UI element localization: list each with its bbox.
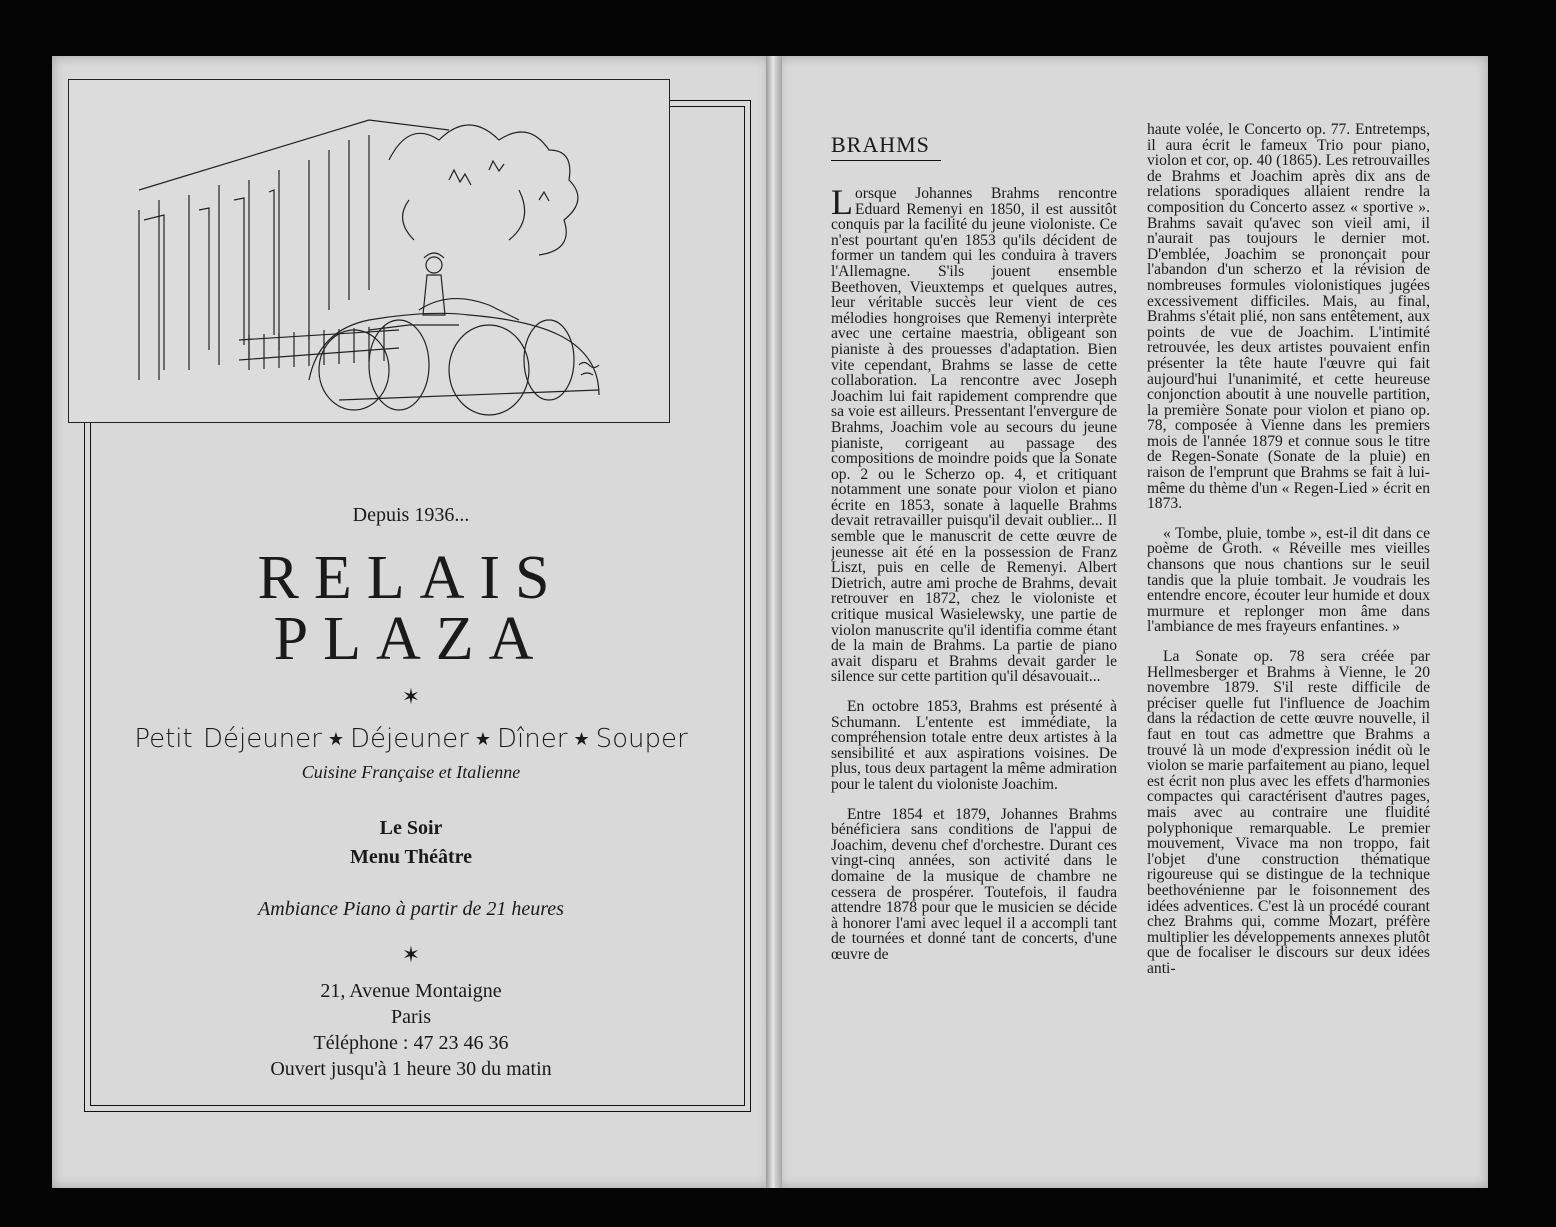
ad-hours-line: Ouvert jusqu'à 1 heure 30 du matin xyxy=(270,1058,552,1080)
ad-evening-line2: Menu Théâtre xyxy=(349,846,473,868)
article-paragraph: La Sonate op. 78 sera créée par Hellmesberger et Brahms à Vienne, le 20 novembre 1879. S'il reste difficile de préciser quelle fut l'influence de Joachim dans la rédaction de cette œuvre nouvelle, il faut en tout cas admettre que Brahms a trouvé là un mode d'expression inédit où le violon se marie parfaitement au piano, lequel est écrit non plus avec les effets d'harmonies compactes qui caractérisent d'autres pages, mais avec au contraire une fluidité polyphonique remarquable. Le premier mouvement, Vivace ma non troppo, fait l'objet d'une construction thématique rigoureuse qui se distingue de la technique beethovénienne par le foisonnement des idées adventices. C'est là un procédé courant chez Brahms qui, comme Mozart, préfère multiplier les développements annexes plutôt que de focaliser le discours sur deux idées anti- xyxy=(1147,648,1430,977)
star-separator-icon: ★ xyxy=(327,729,344,750)
ad-brand-line1: RELAIS xyxy=(257,544,565,612)
article-column-left xyxy=(831,186,1117,1091)
ad-brand-line2: PLAZA xyxy=(273,605,549,673)
ad-address-block xyxy=(52,978,770,1082)
star-separator-icon: ★ xyxy=(573,729,590,750)
article-heading: BRAHMS xyxy=(831,132,941,161)
article-paragraph: Entre 1854 et 1879, Johannes Brahms bénéficiera sans conditions de l'appui de Joachim, devenu chef d'orchestre. Durant ces vingt-cinq années, son activité dans le domaine de la musique de chambre ne cessera de prospérer. Toutefois, il faudra attendre 1878 pour que le musicien se décide à honorer l'ami avec lequel il a accompli tant de tournées et donné tant de concerts, d'une œuvre de xyxy=(831,805,1117,963)
article-column-right xyxy=(1147,122,1430,1090)
ad-cuisine-line: Cuisine Française et Italienne xyxy=(301,762,521,782)
article-paragraph: haute volée, le Concerto op. 77. Entretemps, il aura écrit le fameux Trio pour piano, violon et cor, op. 40 (1865). Les retrouvailles de Brahms et Joachim après dix ans de relations sporadiques allaient rendre la composition du Concerto assez « sportive ». Brahms savait qu'avec son vieil ami, il n'aurait pas toujours le dernier mot. D'emblée, Joachim se prononçait pour l'abandon d'un scherzo et la révision de nombreuses formules violonistiques jugées excessivement difficiles. Mais, au final, Brahms s'était plié, non sans entêtement, aux points de vue de Joachim. L'intimité retrouvée, les deux artistes pouvaient enfin présenter la tête haute l'œuvre qui fait aujourd'hui l'unanimité, et cette heureuse conjonction aboutit à une nouvelle partition, la première Sonate pour violon et piano op. 78, composée à Vienne dans les premiers mois de l'année 1879 et connue sous le titre de Regen-Sonate (Sonate de la pluie) en raison de l'emprunt que Brahms se fait à lui-même du thème d'un « Regen-Lied » écrit en 1873. xyxy=(1147,122,1430,513)
ad-since-line: Depuis 1936... xyxy=(352,504,470,526)
asterisk-ornament-icon: ✶ xyxy=(401,684,421,709)
ad-address-line2: Paris xyxy=(391,1006,431,1028)
asterisk-ornament-icon: ✶ xyxy=(401,942,421,967)
ad-piano-line: Ambiance Piano à partir de 21 heures xyxy=(258,898,564,920)
street-scene-illustration-icon xyxy=(68,79,670,423)
star-separator-icon: ★ xyxy=(474,729,492,750)
ad-evening-line1: Le Soir xyxy=(379,817,443,839)
meal-item: Dîner xyxy=(497,724,568,754)
ad-phone-line: Téléphone : 47 23 46 36 xyxy=(313,1032,509,1054)
drop-cap: L xyxy=(831,186,853,222)
ad-evening-block xyxy=(52,814,770,872)
meal-item: Souper xyxy=(595,724,688,754)
article-paragraph: En octobre 1853, Brahms est présenté à Schumann. L'entente est immédiate, la compréhension totale entre deux artistes à la sensibilité et aux aspirations voisines. De plus, tous deux partagent la même admiration pour le talent du violoniste Joachim. xyxy=(831,698,1117,793)
ad-meals-line xyxy=(52,724,770,754)
article-paragraph: « Tombe, pluie, tombe », est-il dit dans ce poème de Groth. « Réveille mes vieilles chansons que nous chantions sur le seuil tandis que la pluie tombait. Je voudrais les entendre encore, écouter leur humide et doux murmure et replonger mon âme dans l'ambiance de mes frayeurs enfantines. » xyxy=(1147,524,1430,636)
meal-item: Déjeuner xyxy=(349,724,469,754)
paragraph-text: orsque Johannes Brahms rencontre Eduard Remenyi en 1850, il est aussitôt conquis par la facilité du jeune violoniste. Ce n'est pourtant qu'en 1853 qu'ils décident de former un tandem qui les conduira à travers l'Allemagne. S'ils jouent ensemble Beethoven, Vieuxtemps et quelques autres, leur véritable succès leur vient de ces mélodies hongroises que Remenyi interprète avec une certaine maestria, obligeant son pianiste à des prouesses d'adaptation. Bien vite cependant, Brahms se lasse de cette collaboration. La rencontre avec Joseph Joachim lui fait rapidement comprendre que sa voie est ailleurs. Pressentant l'envergure de Brahms, Joachim vole au secours du jeune pianiste, corrigeant au passage des compositions de moindre poids que la Sonate op. 2 ou le Scherzo op. 4, et critiquant notamment une sonate pour violon et piano écrite en 1853, sonate à laquelle Brahms devait retravailler puisqu'il devait oublier... Il semble que le manuscrit de cette œuvre de jeunesse ait été en la possession de Franz Liszt, puis en celle de Remenyi. Albert Dietrich, autre ami proche de Brahms, devait retrouver en 1872, chez le violoniste et critique musical Wasielewsky, une partie de violon manuscrite qu'il identifia comme étant de la main de Brahms. La partie de piano avait disparu et Brahms devait garder le silence sur cette partition qu'il désavouait... xyxy=(831,186,1117,686)
article-paragraph xyxy=(831,186,1117,685)
meal-item: Petit Déjeuner xyxy=(134,724,322,754)
ad-address-line1: 21, Avenue Montaigne xyxy=(320,980,502,1002)
